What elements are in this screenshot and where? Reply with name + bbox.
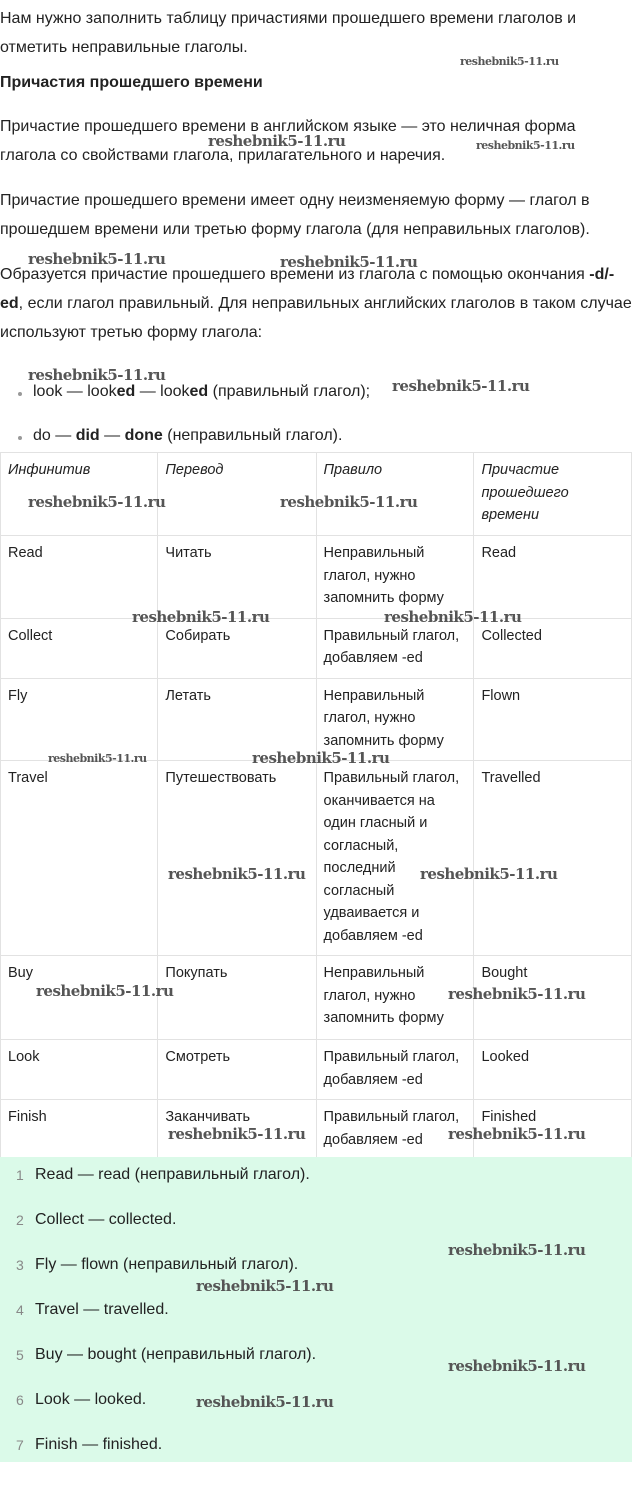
header-cell: Правило <box>316 453 474 536</box>
list-item: do — did — done (неправильный глагол). <box>0 426 632 446</box>
watermark: reshebnik5-11.ru <box>28 366 166 384</box>
list-item: look — looked — looked (правильный глагол); <box>0 382 632 402</box>
section-heading: Причастия прошедшего времени <box>0 74 263 91</box>
watermark: reshebnik5-11.ru <box>476 139 575 152</box>
paragraph-formation <box>0 260 632 347</box>
text: Образуется причастие прошедшего времени из глагола с помощью окончания <box>0 266 590 283</box>
participles-table <box>0 452 632 1160</box>
table-cell: Неправильный глагол, нужно запомнить форму <box>316 678 474 761</box>
table-cell: Collected <box>474 618 632 678</box>
table-cell: Читать <box>158 536 316 619</box>
table-cell: Finish <box>1 1100 158 1160</box>
watermark: reshebnik5-11.ru <box>196 1393 334 1411</box>
table-cell: Правильный глагол, добавляем -ed <box>316 1040 474 1100</box>
answer-number: 4 <box>16 1302 24 1318</box>
header-cell: Причастие прошедшего времени <box>474 453 632 536</box>
answers-box <box>0 1157 632 1462</box>
table-cell: Путешествовать <box>158 761 316 956</box>
header-cell: Инфинитив <box>1 453 158 536</box>
table-cell: Летать <box>158 678 316 761</box>
watermark: reshebnik5-11.ru <box>420 865 558 883</box>
table-cell: Fly <box>1 678 158 761</box>
table-cell: Собирать <box>158 618 316 678</box>
suffix-bold: -d/-ed <box>0 266 615 312</box>
table-cell: Flown <box>474 678 632 761</box>
answer-text: Finish — finished. <box>35 1436 163 1453</box>
watermark: reshebnik5-11.ru <box>28 250 166 268</box>
answer-number: 6 <box>16 1392 24 1408</box>
answer-text: Look — looked. <box>35 1391 147 1408</box>
watermark: reshebnik5-11.ru <box>448 1125 586 1143</box>
watermark: reshebnik5-11.ru <box>132 608 270 626</box>
watermark: reshebnik5-11.ru <box>280 493 418 511</box>
examples-list <box>0 382 632 446</box>
table-cell: Правильный глагол, оканчивается на один гласный и согласный, последний согласный удваивается и добавляем -ed <box>316 761 474 956</box>
table-cell: Неправильный глагол, нужно запомнить форму <box>316 956 474 1040</box>
table-cell: Looked <box>474 1040 632 1100</box>
watermark: reshebnik5-11.ru <box>252 749 390 767</box>
table-row <box>1 761 632 956</box>
table-row <box>1 1040 632 1100</box>
answer-number: 2 <box>16 1212 24 1228</box>
paragraph-form: Причастие прошедшего времени имеет одну неизменяемую форму — глагол в прошедшем времени или третью форму глагола (для неправильных глаголов). <box>0 192 590 238</box>
intro-text: Нам нужно заполнить таблицу причастиями прошедшего времени глаголов и отметить неправильные глаголы. <box>0 10 577 56</box>
answer-number: 1 <box>16 1167 24 1183</box>
table-cell: Правильный глагол, добавляем -ed <box>316 618 474 678</box>
table-row <box>1 536 632 619</box>
header-cell: Перевод <box>158 453 316 536</box>
answer-number: 3 <box>16 1257 24 1273</box>
watermark: reshebnik5-11.ru <box>448 1241 586 1259</box>
watermark: reshebnik5-11.ru <box>280 253 418 271</box>
table-cell: Правильный глагол, добавляем -ed <box>316 1100 474 1160</box>
table-cell: Bought <box>474 956 632 1040</box>
table-row <box>1 618 632 678</box>
watermark: reshebnik5-11.ru <box>168 865 306 883</box>
watermark: reshebnik5-11.ru <box>384 608 522 626</box>
watermark: reshebnik5-11.ru <box>48 752 147 765</box>
answer-number: 7 <box>16 1437 24 1453</box>
watermark: reshebnik5-11.ru <box>208 132 346 150</box>
watermark: reshebnik5-11.ru <box>392 377 530 395</box>
answer-text: Travel — travelled. <box>35 1301 169 1318</box>
watermark: reshebnik5-11.ru <box>196 1277 334 1295</box>
table-cell: Покупать <box>158 956 316 1040</box>
answer-text: Collect — collected. <box>35 1211 177 1228</box>
table-cell: Заканчивать <box>158 1100 316 1160</box>
table-cell: Look <box>1 1040 158 1100</box>
table-cell: Finished <box>474 1100 632 1160</box>
table-cell: Travelled <box>474 761 632 956</box>
answer-text: Buy — bought (неправильный глагол). <box>35 1346 317 1363</box>
watermark: reshebnik5-11.ru <box>448 985 586 1003</box>
answer-text: Read — read (неправильный глагол). <box>35 1166 310 1183</box>
watermark: reshebnik5-11.ru <box>460 55 559 68</box>
table-cell: Travel <box>1 761 158 956</box>
table-cell: Buy <box>1 956 158 1040</box>
watermark: reshebnik5-11.ru <box>28 493 166 511</box>
table-cell: Collect <box>1 618 158 678</box>
table-cell: Неправильный глагол, нужно запомнить форму <box>316 536 474 619</box>
table-cell: Read <box>1 536 158 619</box>
paragraph-definition: Причастие прошедшего времени в английском языке — это неличная форма глагола со свойствами глагола, прилагательного и наречия. <box>0 118 576 164</box>
text: , если глагол правильный. Для неправильных английских глаголов в таком случае используют третью форму глагола: <box>0 295 632 341</box>
watermark: reshebnik5-11.ru <box>448 1357 586 1375</box>
answer-number: 5 <box>16 1347 24 1363</box>
watermark: reshebnik5-11.ru <box>36 982 174 1000</box>
answer-text: Fly — flown (неправильный глагол). <box>35 1256 299 1273</box>
table-cell: Смотреть <box>158 1040 316 1100</box>
watermark: reshebnik5-11.ru <box>168 1125 306 1143</box>
table-cell: Read <box>474 536 632 619</box>
